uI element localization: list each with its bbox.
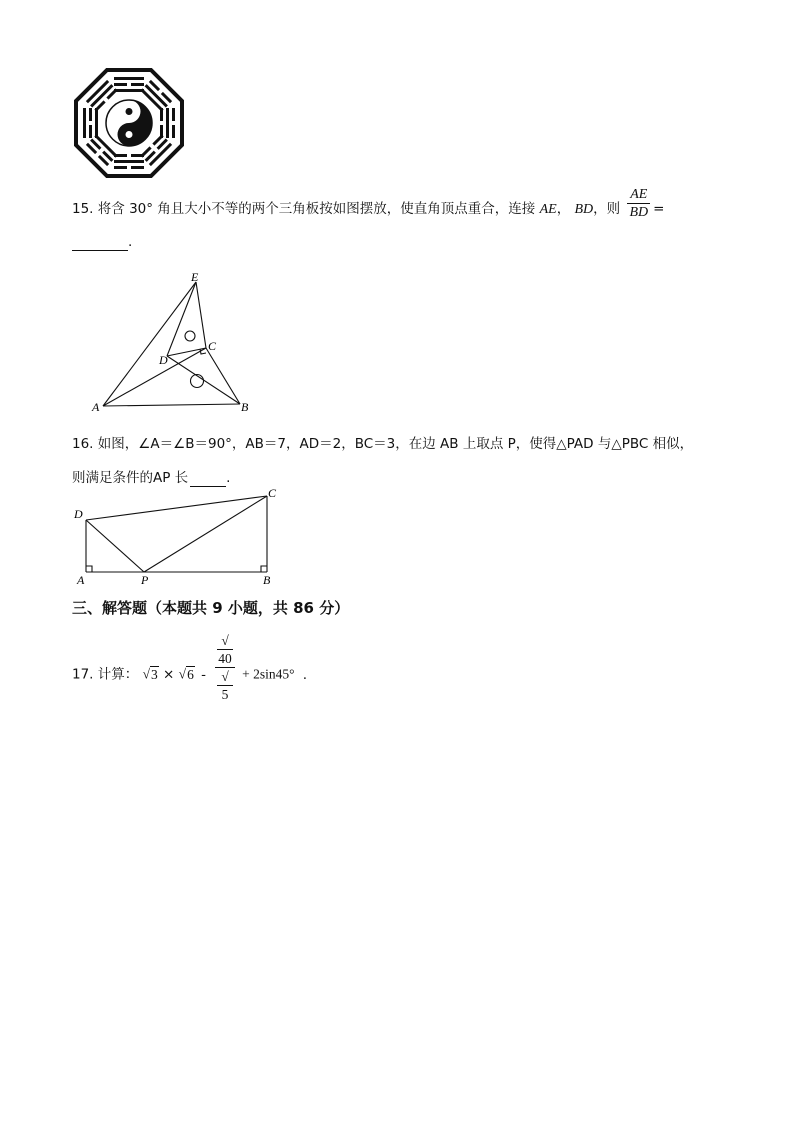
answer-blank xyxy=(190,470,226,487)
question-16-line-1 xyxy=(72,432,693,452)
question-number: 17. xyxy=(72,666,94,683)
segment-bd: BD xyxy=(574,202,594,217)
minus-sign: - xyxy=(201,666,206,683)
answer-blank xyxy=(72,234,128,251)
question-16-line-2 xyxy=(72,466,230,487)
section-heading: 三、解答题（本题共 9 小题，共 86 分） xyxy=(72,599,350,617)
question-number: 16. xyxy=(72,436,94,452)
label-e: E xyxy=(191,270,199,284)
radicand: 3 xyxy=(151,666,158,682)
fraction-denominator: √ 5 xyxy=(215,668,235,703)
bagua-taiji-emblem xyxy=(74,68,184,178)
ratio-fraction xyxy=(627,186,650,221)
figure-15-triangles xyxy=(90,268,260,416)
period: . xyxy=(128,234,133,250)
label-b: B xyxy=(263,573,271,587)
period: . xyxy=(226,470,231,486)
sqrt-3: √3 xyxy=(142,666,158,682)
figure-16-trapezoid xyxy=(70,486,284,588)
label-d: D xyxy=(74,507,83,521)
taiji-symbol xyxy=(106,100,152,146)
label-p: P xyxy=(141,573,149,587)
sqrt-6: √6 xyxy=(178,666,194,682)
times-sign: × xyxy=(163,666,175,683)
radicand: 6 xyxy=(187,666,194,682)
radicand: 40 xyxy=(218,651,232,666)
question-15-text xyxy=(72,186,665,221)
label-c: C xyxy=(208,339,217,353)
then-text: ，则 xyxy=(593,201,621,217)
label-a: A xyxy=(77,573,85,587)
label-a: A xyxy=(92,400,100,414)
fraction-denominator: BD xyxy=(629,204,649,220)
expression-tail: + 2sin45° xyxy=(242,666,295,682)
equals-sign: = xyxy=(653,201,665,217)
radicand: 5 xyxy=(217,685,233,703)
question-label: 计算： xyxy=(97,666,139,683)
fraction-numerator: AE xyxy=(627,186,650,204)
question-body: 如图，∠A＝∠B＝90°，AB＝7，AD＝2，BC＝3，在边 AB 上取点 P，使得△PAD 与△PBC 相似， xyxy=(97,436,694,452)
label-c: C xyxy=(268,486,277,500)
sqrt-fraction xyxy=(215,632,235,703)
question-15-answer-line xyxy=(72,234,132,251)
label-d: D xyxy=(159,353,168,367)
fraction-numerator: √ 40 xyxy=(215,632,235,668)
segment-ae: AE xyxy=(539,202,557,217)
period: . xyxy=(302,666,308,683)
question-body: 将含 30° 角且大小不等的两个三角板按如图摆放，使直角顶点重合，连接 xyxy=(97,201,536,217)
question-number: 15. xyxy=(72,201,94,217)
label-b: B xyxy=(241,400,249,414)
question-17-text xyxy=(72,633,308,703)
question-body-continued: 则满足条件的AP 长 xyxy=(72,470,189,486)
comma: ， xyxy=(556,201,571,217)
